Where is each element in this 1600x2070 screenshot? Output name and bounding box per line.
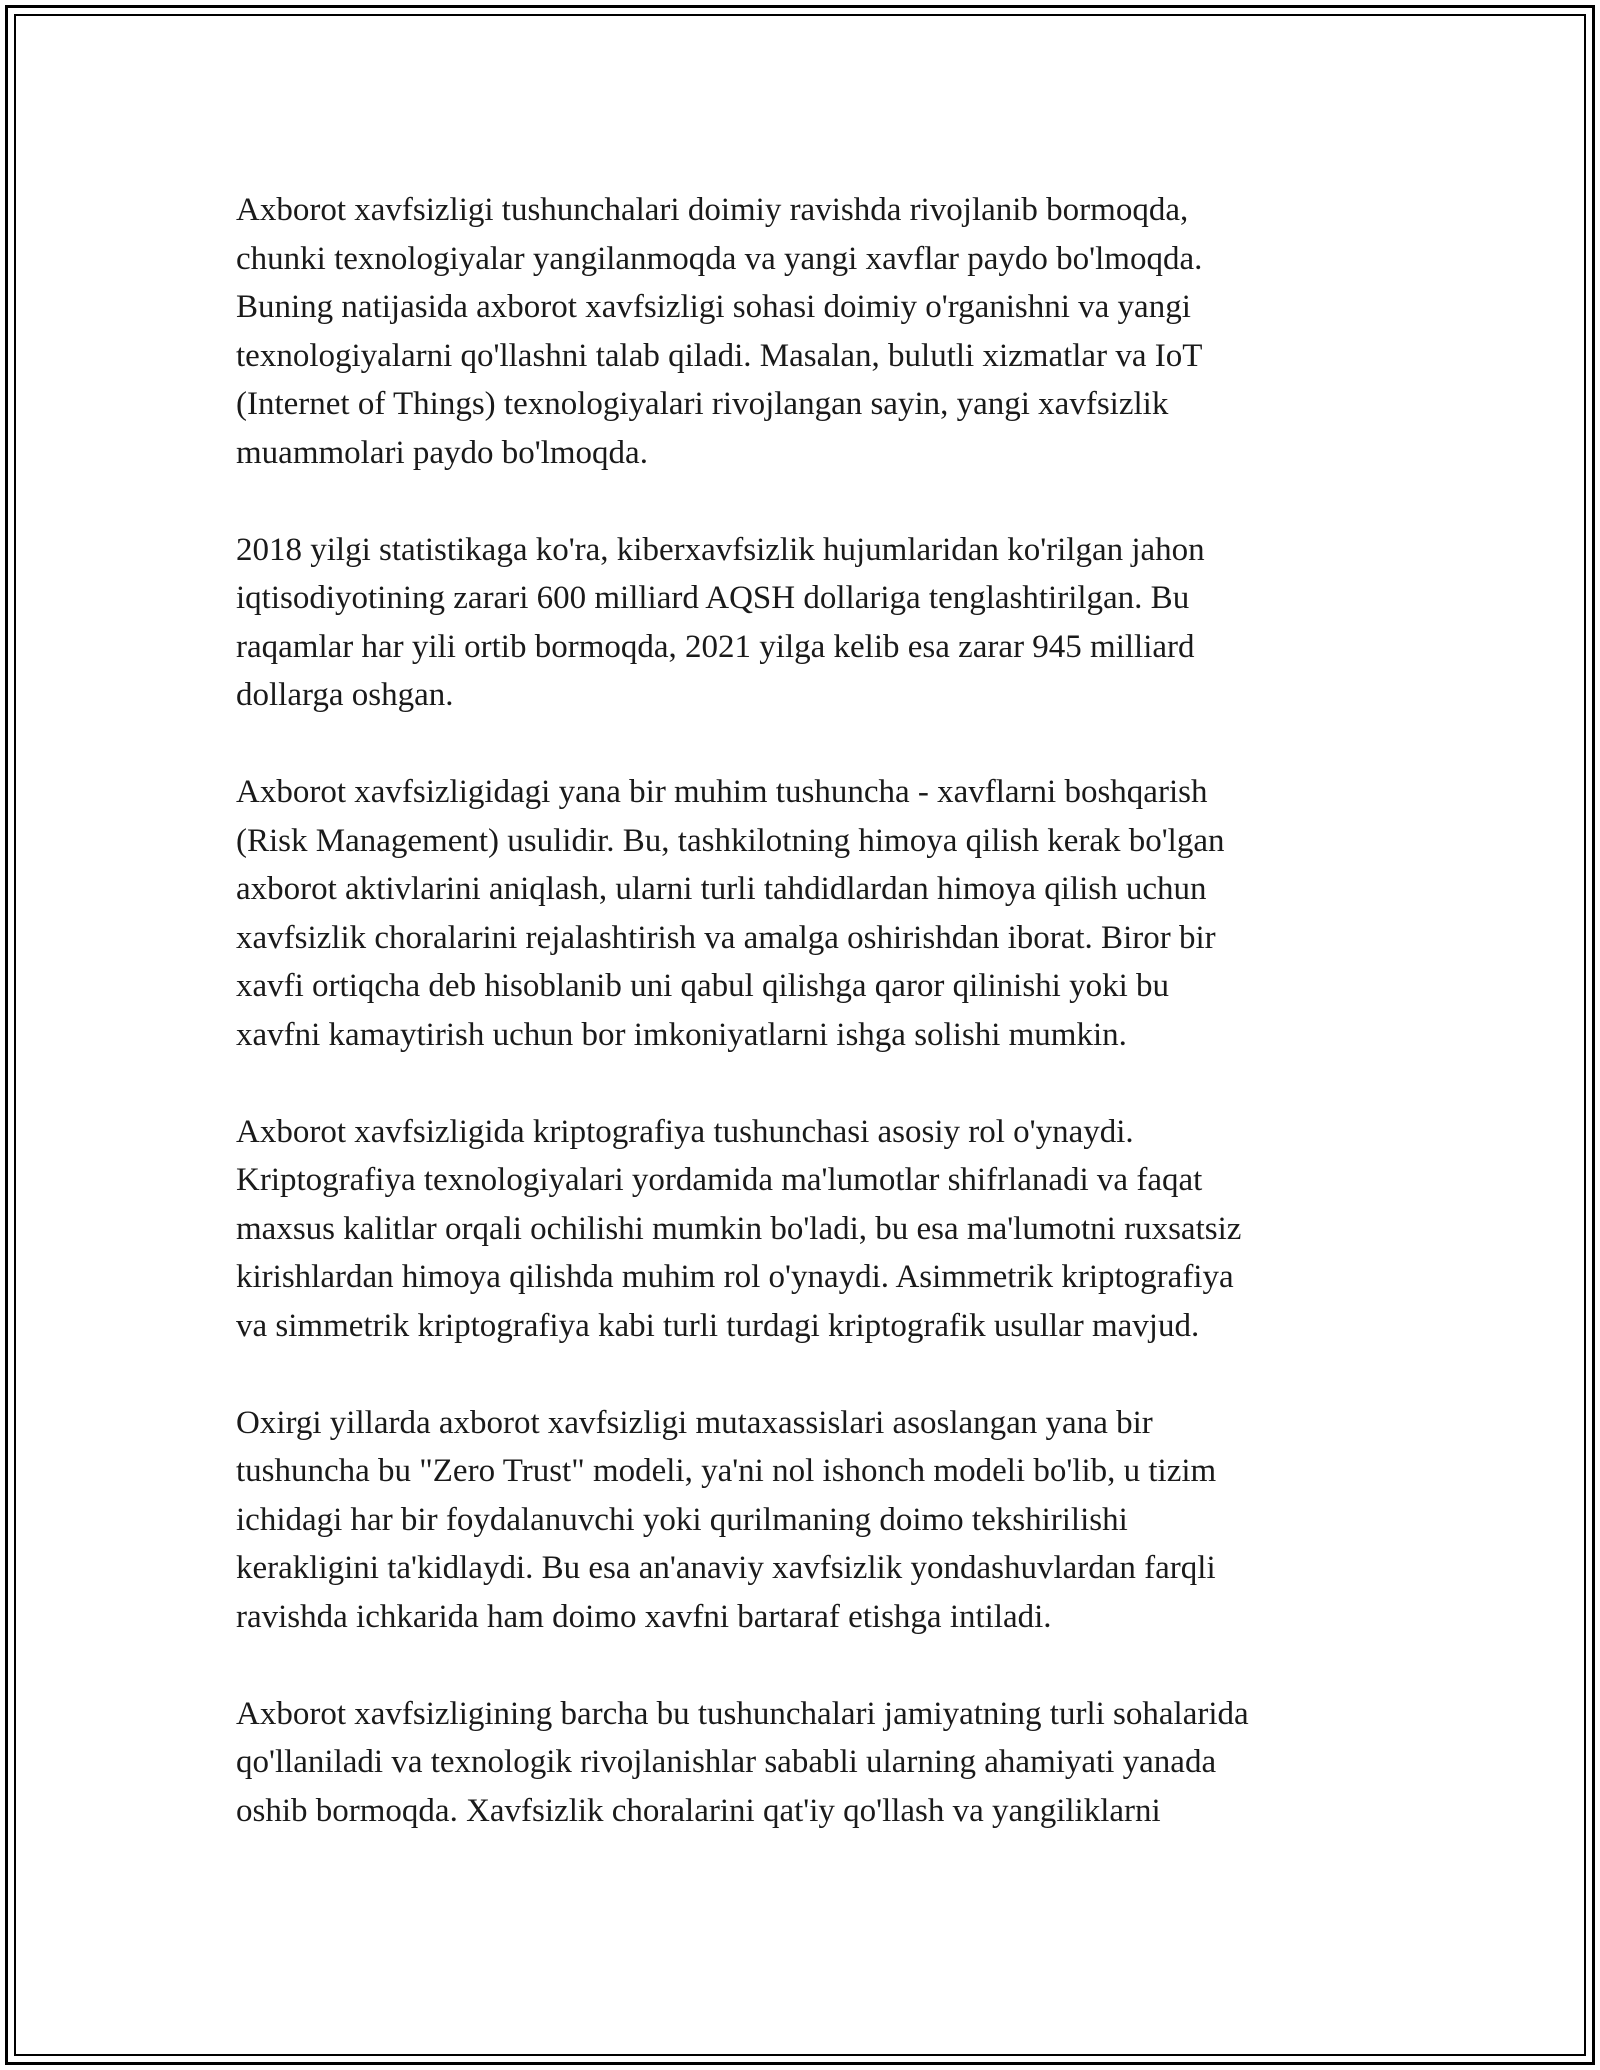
text-line: (Risk Management) usulidir. Bu, tashkilotning himoya qilish kerak bo'lgan [236, 822, 1225, 859]
text-line: tushuncha bu "Zero Trust" modeli, ya'ni nol ishonch modeli bo'lib, u tizim [236, 1453, 1217, 1489]
text-line: iqtisodiyotining zarari 600 milliard AQSH dollariga tenglashtirilgan. Bu [236, 580, 1190, 616]
text-line: va simmetrik kriptografiya kabi turli turdagi kriptografik usullar mavjud. [236, 1307, 1200, 1344]
paragraph [236, 1399, 1396, 1642]
paragraph-gap [236, 1059, 1396, 1108]
text-line: Kriptografiya texnologiyalari yordamida ma'lumotlar shifrlanadi va faqat [236, 1162, 1203, 1198]
text-line: (Internet of Things) texnologiyalari rivojlangan sayin, yangi xavfsizlik [236, 386, 1169, 422]
text-line: muammolari paydo bo'lmoqda. [236, 434, 648, 471]
paragraph-gap [236, 720, 1396, 769]
paragraph-gap [236, 477, 1396, 526]
text-line: 2018 yilgi statistikaga ko'ra, kiberxavfsizlik hujumlaridan ko'rilgan jahon [236, 531, 1205, 568]
text-line: xavfsizlik choralarini rejalashtirish va amalga oshirishdan iborat. Biror bir [236, 919, 1216, 956]
text-line: oshib bormoqda. Xavfsizlik choralarini qat'iy qo'llash va yangiliklarni [236, 1792, 1161, 1829]
text-line: maxsus kalitlar orqali ochilishi mumkin bo'ladi, bu esa ma'lumotni ruxsatsiz [236, 1210, 1242, 1247]
paragraph-gap [236, 1641, 1396, 1690]
text-line: xavfni kamaytirish uchun bor imkoniyatlarni ishga solishi mumkin. [236, 1016, 1127, 1053]
text-line: ravishda ichkarida ham doimo xavfni bartaraf etishga intiladi. [236, 1598, 1052, 1635]
paragraph [236, 1108, 1396, 1351]
text-line: Axborot xavfsizligi tushunchalari doimiy ravishda rivojlanib bormoqda, [236, 192, 1189, 228]
text-line: texnologiyalarni qo'llashni talab qiladi. Masalan, bulutli xizmatlar va IoT [236, 337, 1203, 374]
text-line: axborot aktivlarini aniqlash, ularni turli tahdidlardan himoya qilish uchun [236, 871, 1207, 907]
paragraph [236, 1690, 1396, 1836]
text-line: Oxirgi yillarda axborot xavfsizligi mutaxassislari asoslangan yana bir [236, 1404, 1153, 1441]
text-line: kirishlardan himoya qilishda muhim rol o'ynaydi. Asimmetrik kriptografiya [236, 1259, 1234, 1295]
paragraph-gap [236, 1350, 1396, 1399]
text-line: kerakligini ta'kidlaydi. Bu esa an'anaviy xavfsizlik yondashuvlardan farqli [236, 1550, 1216, 1586]
text-line: Axborot xavfsizligining barcha bu tushunchalari jamiyatning turli sohalarida [236, 1695, 1249, 1732]
text-line: chunki texnologiyalar yangilanmoqda va yangi xavflar paydo bo'lmoqda. [236, 240, 1203, 277]
text-line: xavfi ortiqcha deb hisoblanib uni qabul qilishga qaror qilinishi yoki bu [236, 968, 1170, 1004]
text-line: raqamlar har yili ortib bormoqda, 2021 yilga kelib esa zarar 945 milliard [236, 628, 1195, 665]
text-line: Axborot xavfsizligida kriptografiya tushunchasi asosiy rol o'ynaydi. [236, 1113, 1134, 1150]
text-line: dollarga oshgan. [236, 677, 454, 713]
text-line: Buning natijasida axborot xavfsizligi sohasi doimiy o'rganishni va yangi [236, 289, 1191, 325]
paragraph [236, 526, 1396, 720]
paragraph [236, 186, 1396, 477]
document-body [236, 186, 1396, 1835]
paragraph [236, 768, 1396, 1059]
text-line: qo'llaniladi va texnologik rivojlanishlar sababli ularning ahamiyati yanada [236, 1744, 1217, 1780]
text-line: Axborot xavfsizligidagi yana bir muhim tushuncha - xavflarni boshqarish [236, 774, 1208, 810]
text-line: ichidagi har bir foydalanuvchi yoki qurilmaning doimo tekshirilishi [236, 1501, 1128, 1538]
